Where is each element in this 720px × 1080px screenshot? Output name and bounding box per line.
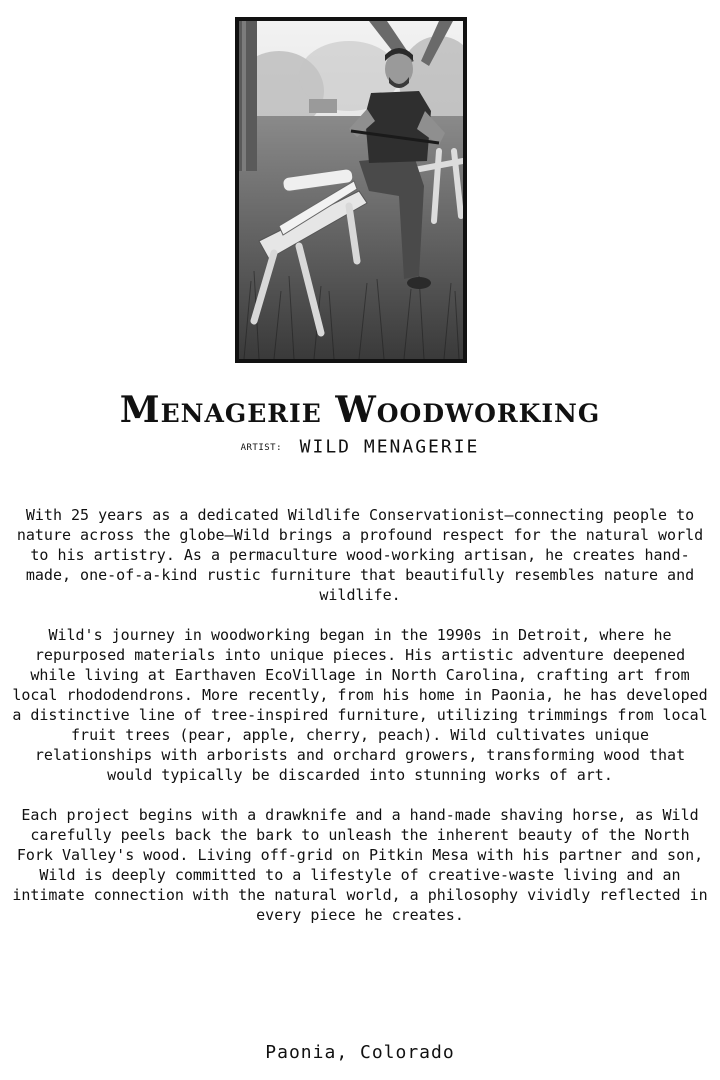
bio-paragraph: With 25 years as a dedicated Wildlife Conservationist—connecting people to nature across the globe—Wild brings a profound respect for the natural world to his artistry. As a permaculture wood-working artisan, he creates hand-made, one-of-a-kind rustic furniture that beautifully resembles nature and wildlife. bbox=[16, 506, 704, 604]
artist-credit bbox=[0, 436, 720, 459]
artist-photo-illustration bbox=[239, 21, 463, 359]
artist-name: WILD MENAGERIE bbox=[299, 436, 480, 458]
artist-label: ARTIST: bbox=[240, 442, 283, 453]
location-text: Paonia, Colorado bbox=[265, 1042, 455, 1063]
bio-paragraph: Wild's journey in woodworking began in the 1990s in Detroit, where he repurposed materials into unique pieces. His artistic adventure deepened while living at Earthaven EcoVillage in North Carolina, crafting art from local rhododendrons. More recently, from his home in Paonia, he has developed a distinctive line of tree-inspired furniture, utilizing trimmings from local fruit trees (pear, apple, cherry, peach). Wild cultivates unique relationships with arborists and orchard growers, transforming wood that would typically be discarded into stunning works of art. bbox=[12, 626, 708, 784]
artist-photo bbox=[235, 17, 467, 363]
artist-bio bbox=[10, 505, 710, 945]
bio-paragraph: Each project begins with a drawknife and a hand-made shaving horse, as Wild carefully peels back the bark to unleash the inherent beauty of the North Fork Valley's wood. Living off-grid on Pitkin Mesa with his partner and son, Wild is deeply committed to a lifestyle of creative-waste living and an intimate connection with the natural world, a philosophy vividly reflected in every piece he creates. bbox=[12, 806, 708, 924]
page-title: Menagerie Woodworking bbox=[119, 389, 601, 431]
